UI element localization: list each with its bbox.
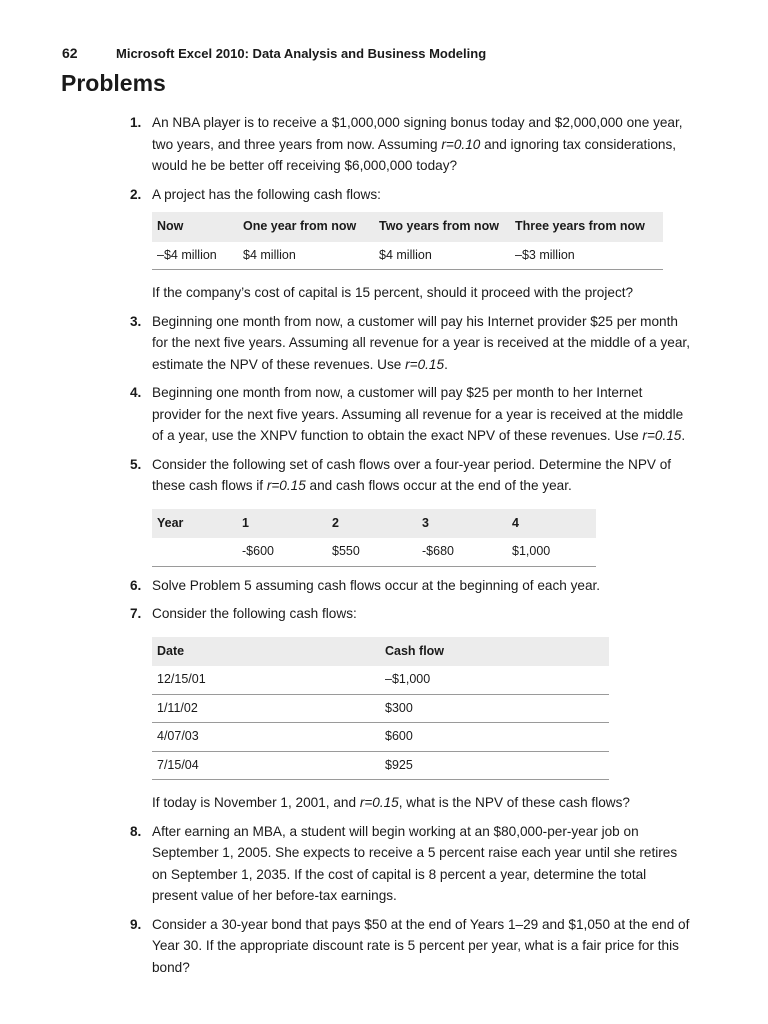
- formula-variable: r=0.15: [642, 428, 682, 443]
- text-run: , what is the NPV of these cash flows?: [398, 795, 630, 810]
- table-cell: –$4 million: [152, 242, 238, 270]
- problem-2: [122, 184, 694, 304]
- table-cell: $4 million: [374, 242, 510, 270]
- text-run: and cash flows occur at the end of the year.: [305, 478, 572, 493]
- cash-flow-table: [152, 509, 596, 567]
- problem-number: 8.: [130, 823, 142, 839]
- table-cell: $4 million: [238, 242, 374, 270]
- table-cell: $550: [327, 538, 417, 566]
- text-run: An NBA player is to receive a $1,000,000 signing bonus today and $2,000,000 one year, two years, and three years from now. Assuming: [152, 115, 683, 152]
- table-cell: –$1,000: [380, 666, 609, 694]
- table-cell: $600: [380, 723, 609, 752]
- problem-5: [122, 454, 694, 567]
- problem-number: 1.: [130, 115, 142, 130]
- table-row: [152, 751, 609, 780]
- problem-number: 9.: [130, 916, 142, 932]
- table-header-row: [152, 637, 609, 667]
- text-run: After earning an MBA, a student will begin working at an $80,000-per-year job on September 1, 2005. She expects to receive a 5 percent raise each year until she retires on September 1, 2035. If the cost of capital is 8 percent a year, determine the total present value of her before-tax earnings.: [152, 823, 678, 903]
- text-run: Solve Problem 5 assuming cash flows occur at the beginning of each year.: [152, 577, 601, 593]
- problem-number: 6.: [130, 577, 142, 593]
- section-heading: Problems: [61, 70, 166, 96]
- problem-8: [122, 821, 694, 907]
- column-header: Now: [152, 212, 238, 242]
- running-header: [62, 45, 486, 61]
- table-cell: 7/15/04: [152, 751, 380, 780]
- problem-4: [122, 382, 694, 447]
- column-header: 2: [327, 509, 417, 539]
- table-cell: $925: [380, 751, 609, 780]
- text-run: A project has the following cash flows:: [152, 186, 381, 202]
- problem-number: 3.: [130, 313, 142, 329]
- problem-text: [152, 311, 694, 376]
- table-header-row: [152, 509, 596, 539]
- column-header: Three years from now: [510, 212, 663, 242]
- table-cell: 12/15/01: [152, 666, 380, 694]
- text-run: If today is November 1, 2001, and: [152, 795, 360, 810]
- page-number: 62: [62, 45, 78, 61]
- problem-text: [152, 603, 694, 625]
- problem-3: [122, 311, 694, 376]
- cash-flow-table: [152, 212, 663, 270]
- column-header: 3: [417, 509, 507, 539]
- problem-text: [152, 382, 694, 447]
- column-header: Date: [152, 637, 380, 667]
- column-header: Two years from now: [374, 212, 510, 242]
- text-run: Consider the following cash flows:: [152, 606, 357, 621]
- column-header: 4: [507, 509, 596, 539]
- table-cell: $1,000: [507, 538, 596, 566]
- problem-7: [122, 603, 694, 814]
- text-run: Consider a 30-year bond that pays $50 at the end of Years 1–29 and $1,050 at the end of Year 30. If the appropriate discount rate is 5 percent per year, what is a fair price for this bond?: [152, 916, 690, 975]
- text-run: Beginning one month from now, a customer will pay his Internet provider $25 per month for the next five years. Assuming all revenue for a year is received at the middle of a year, estimate the NPV of these revenues. Use: [152, 313, 690, 372]
- table-row: [152, 694, 609, 723]
- table-cell: –$3 million: [510, 242, 663, 270]
- formula-variable: r=0.15: [405, 356, 445, 372]
- cash-flow-table: [152, 637, 609, 781]
- problem-number: 4.: [130, 385, 142, 400]
- table-row: [152, 666, 609, 694]
- problem-text: [152, 184, 694, 206]
- table-row: [152, 538, 596, 566]
- problem-number: 2.: [130, 186, 142, 202]
- follow-up-question: If the company’s cost of capital is 15 percent, should it proceed with the project?: [152, 285, 634, 300]
- column-header: Year: [152, 509, 237, 539]
- problem-list: [122, 112, 694, 985]
- problem-number: 5.: [130, 456, 142, 472]
- follow-up-question: [152, 792, 694, 814]
- problem-1: [122, 112, 694, 177]
- table-row: [152, 723, 609, 752]
- formula-variable: r=0.10: [441, 136, 481, 152]
- problem-number: 7.: [130, 606, 142, 621]
- table-cell: 4/07/03: [152, 723, 380, 752]
- problem-text: [152, 914, 694, 979]
- column-header: One year from now: [238, 212, 374, 242]
- text-run: Beginning one month from now, a customer will pay $25 per month to her Internet provider for the next five years. Assuming all revenue for a year is received at the middle of a year, use the XNPV function to obtain the exact NPV of these revenues. Use: [152, 385, 684, 443]
- table-cell: [152, 538, 237, 566]
- table-cell: $300: [380, 694, 609, 723]
- text-run: .: [444, 356, 448, 372]
- formula-variable: r=0.15: [266, 478, 306, 493]
- problem-text: [152, 821, 694, 907]
- text-run: and ignoring tax considerations, would he be better off receiving $6,000,000 today?: [152, 136, 677, 173]
- problem-9: [122, 914, 694, 979]
- column-header: 1: [237, 509, 327, 539]
- formula-variable: r=0.15: [359, 795, 399, 810]
- problem-text: [152, 454, 694, 497]
- text-run: Consider the following set of cash flows over a four-year period. Determine the NPV of these cash flows if: [152, 456, 672, 493]
- column-header: Cash flow: [380, 637, 609, 667]
- table-cell: -$680: [417, 538, 507, 566]
- table-cell: -$600: [237, 538, 327, 566]
- text-run: .: [681, 428, 686, 443]
- problem-text: [152, 112, 694, 177]
- table-row: [152, 242, 663, 270]
- table-cell: 1/11/02: [152, 694, 380, 723]
- table-header-row: [152, 212, 663, 242]
- book-title: Microsoft Excel 2010: Data Analysis and Business Modeling: [116, 46, 487, 61]
- problem-text: [152, 575, 694, 597]
- problem-6: [122, 575, 694, 597]
